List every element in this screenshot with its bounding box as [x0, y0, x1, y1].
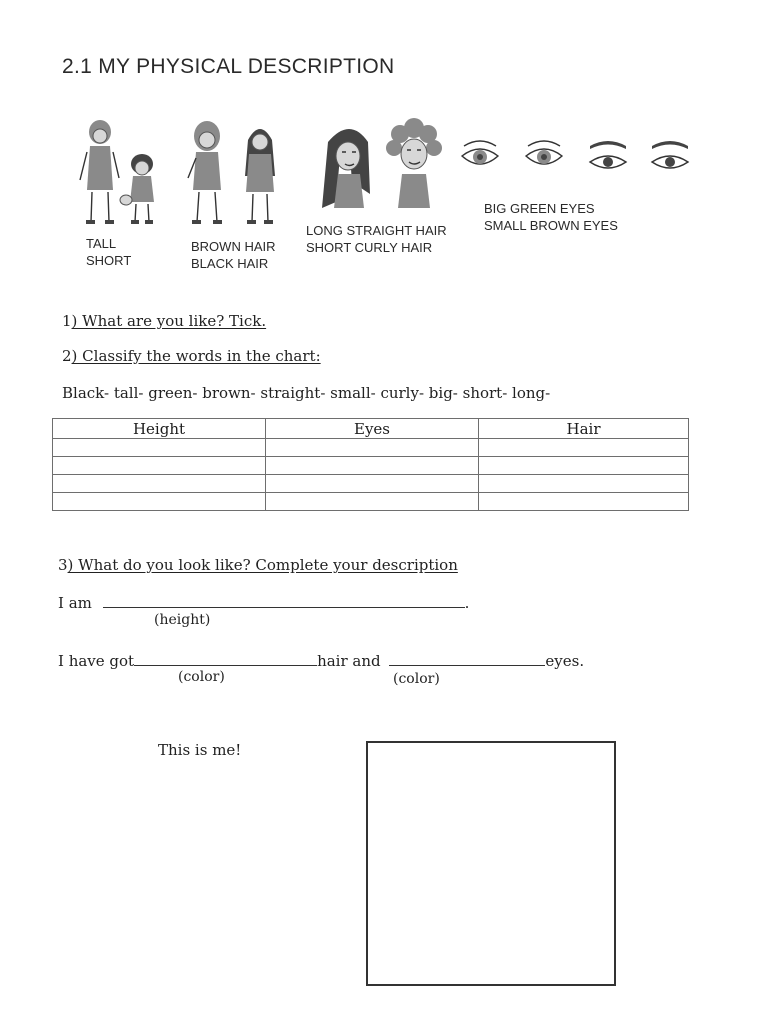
- chart-cell-height[interactable]: [53, 457, 266, 475]
- question-2: [62, 347, 321, 365]
- chart-cell-hair[interactable]: [479, 457, 689, 475]
- line2-middle: hair and: [317, 652, 381, 670]
- chart-header-height: Height: [53, 419, 266, 439]
- label-black-hair: BLACK HAIR: [191, 256, 269, 271]
- label-small-brown-eyes: SMALL BROWN EYES: [484, 218, 618, 233]
- line2-suffix: eyes.: [545, 652, 585, 670]
- big-green-eyes-illustration: [462, 141, 562, 164]
- label-short: SHORT: [86, 253, 132, 268]
- line1-suffix: .: [464, 594, 470, 612]
- chart-cell-height[interactable]: [53, 493, 266, 511]
- chart-cell-height[interactable]: [53, 439, 266, 457]
- description-line-1: [58, 592, 469, 612]
- hair-style-labels: [306, 222, 447, 256]
- question-3-text: ) What do you look like? Complete your description: [67, 556, 458, 574]
- chart-cell-eyes[interactable]: [266, 493, 479, 511]
- self-portrait-label: This is me!: [158, 741, 242, 759]
- line2-prefix: I have got: [58, 652, 135, 670]
- chart-row: [53, 439, 689, 457]
- question-3: [58, 556, 458, 574]
- question-3-number: 3: [58, 556, 68, 574]
- tall-girl-illustration: [80, 120, 119, 224]
- chart-row: [53, 493, 689, 511]
- short-curly-hair-illustration: [386, 118, 442, 208]
- hint-color-eyes: (color): [393, 671, 440, 687]
- label-tall: TALL: [86, 236, 117, 251]
- chart-cell-height[interactable]: [53, 475, 266, 493]
- label-long-straight-hair: LONG STRAIGHT HAIR: [306, 223, 447, 238]
- hair-color-blank[interactable]: [134, 650, 317, 666]
- question-1-text: ) What are you like? Tick.: [71, 312, 267, 330]
- hint-height: (height): [154, 612, 211, 628]
- description-line-2: [58, 650, 584, 670]
- short-girl-illustration: [120, 154, 154, 224]
- label-big-green-eyes: BIG GREEN EYES: [484, 201, 595, 216]
- line1-prefix: I am: [58, 594, 92, 612]
- eye-color-blank[interactable]: [389, 650, 545, 666]
- black-hair-girl-illustration: [245, 129, 275, 224]
- chart-cell-hair[interactable]: [479, 493, 689, 511]
- word-bank: Black- tall- green- brown- straight- small- curly- big- short- long-: [62, 384, 551, 402]
- label-short-curly-hair: SHORT CURLY HAIR: [306, 240, 433, 255]
- hair-color-labels: [191, 238, 276, 272]
- question-2-text: ) Classify the words in the chart:: [71, 347, 321, 365]
- long-straight-hair-illustration: [322, 129, 370, 208]
- chart-cell-eyes[interactable]: [266, 457, 479, 475]
- small-brown-eyes-illustration: [590, 141, 688, 168]
- classify-chart: [52, 418, 689, 511]
- chart-header-row: [53, 419, 689, 439]
- question-2-number: 2: [62, 347, 72, 365]
- hint-color-hair: (color): [178, 669, 225, 685]
- chart-header-hair: Hair: [479, 419, 689, 439]
- chart-header-eyes: Eyes: [266, 419, 479, 439]
- self-portrait-box[interactable]: [366, 741, 616, 986]
- chart-cell-hair[interactable]: [479, 475, 689, 493]
- height-blank[interactable]: [103, 592, 465, 608]
- chart-cell-eyes[interactable]: [266, 439, 479, 457]
- eye-labels: [484, 200, 618, 234]
- chart-row: [53, 475, 689, 493]
- chart-cell-hair[interactable]: [479, 439, 689, 457]
- brown-hair-girl-illustration: [188, 121, 222, 224]
- question-1-number: 1: [62, 312, 72, 330]
- chart-row: [53, 457, 689, 475]
- height-labels: [86, 235, 131, 269]
- question-1: [62, 312, 266, 330]
- label-brown-hair: BROWN HAIR: [191, 239, 276, 254]
- chart-cell-eyes[interactable]: [266, 475, 479, 493]
- page-title: 2.1 MY PHYSICAL DESCRIPTION: [62, 55, 395, 78]
